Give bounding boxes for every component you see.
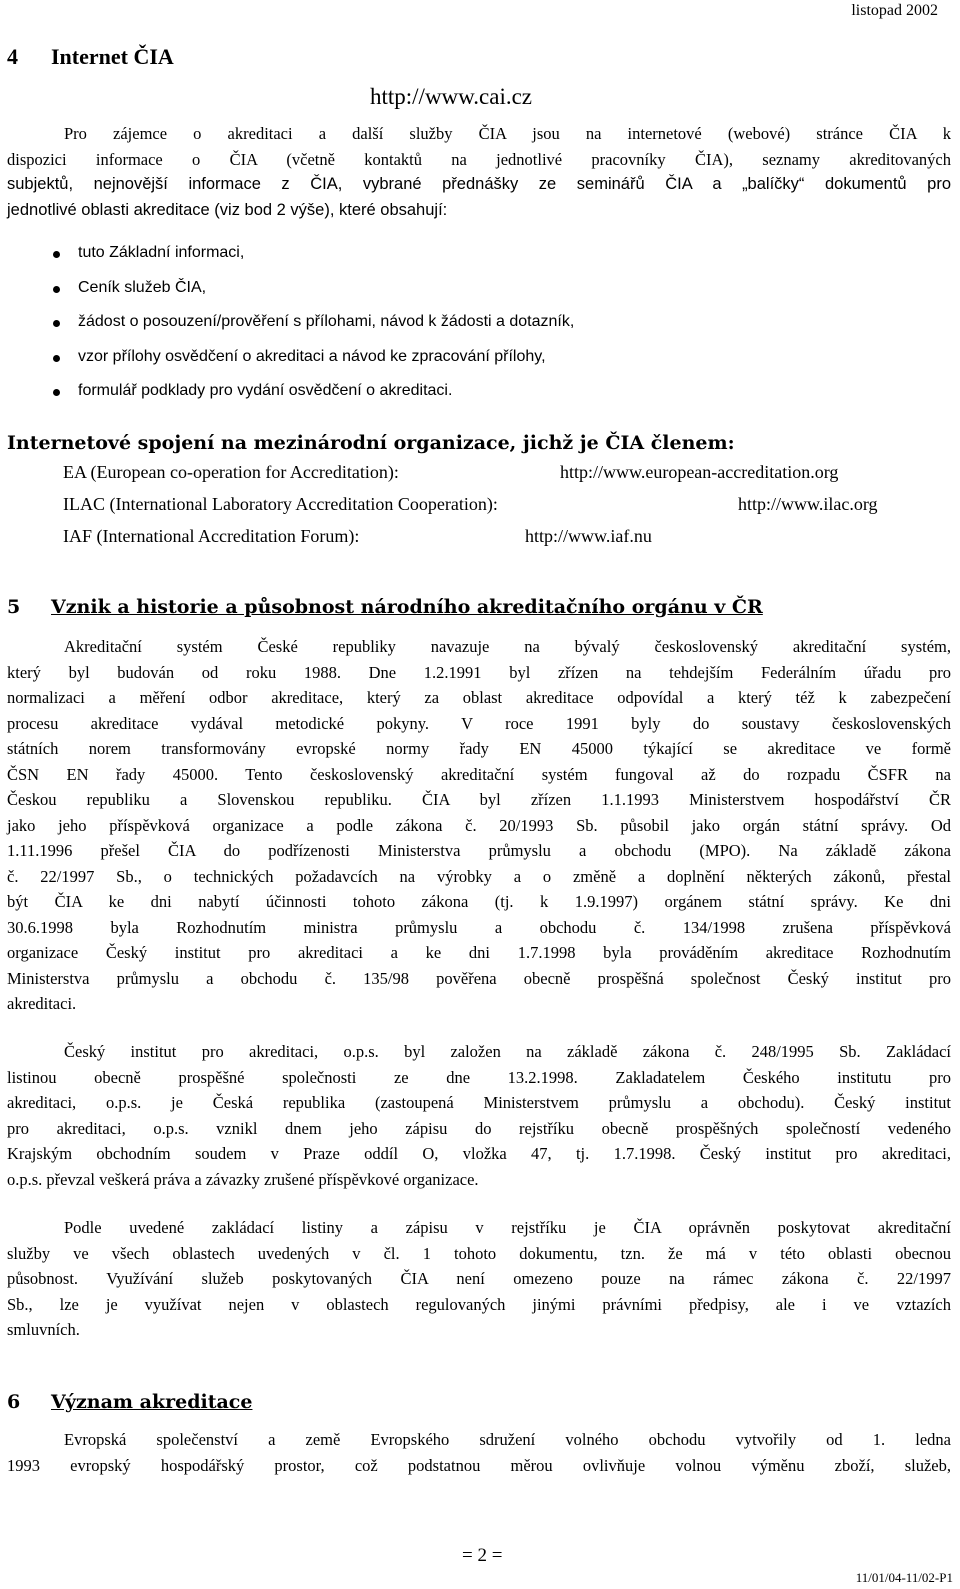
- section-5-paragraph-1: [7, 634, 951, 1017]
- organization-link[interactable]: http://www.ilac.org: [738, 494, 878, 514]
- bullet-icon: [53, 286, 60, 293]
- bullet-icon: [53, 355, 60, 362]
- header-date: listopad 2002: [851, 2, 938, 19]
- organization-name: ILAC (International Laboratory Accreditation Cooperation):: [63, 494, 498, 514]
- text-line: působnost. Využívání služeb poskytovaných ČIA není omezeno pouze na rámec zákona č. 22/1997: [7, 1269, 951, 1288]
- text-line: Krajským obchodním soudem v Praze oddíl O, vložka 47, tj. 1.7.1998. Český institut pro akreditaci,: [7, 1144, 951, 1163]
- text-line: akreditaci, o.p.s. je Česká republika (zastoupená Ministerstvem průmyslu a obchodu). Český institut: [7, 1093, 951, 1112]
- section-5-paragraph-2: [7, 1039, 951, 1192]
- list-item-text: žádost o posouzení/prověření s přílohami, návod k žádosti a dotazník,: [78, 313, 575, 330]
- bullet-list: [50, 244, 574, 417]
- text-line: Akreditační systém České republiky navazuje na bývalý československý akreditační systém,: [64, 637, 951, 656]
- document-code: 11/01/04-11/02-P1: [855, 1570, 953, 1585]
- text-line: který byl budován od roku 1988. Dne 1.2.1991 byl zřízen na tehdejším Federálním úřadu pro: [7, 662, 951, 682]
- section-title: Internet ČIA: [51, 44, 174, 69]
- organization-name: EA (European co-operation for Accreditation):: [63, 462, 399, 482]
- section-4-intro: [7, 121, 951, 223]
- section-5-paragraph-3: [7, 1215, 951, 1343]
- section-6-paragraph: [7, 1427, 951, 1478]
- text-line: o.p.s. převzal veškerá práva a závazky zrušené příspěvkové organizace.: [7, 1169, 479, 1189]
- text-line: č. 22/1997 Sb., o technických požadavcích na výrobky a o změně a doplnění některých zákonů, přestal: [7, 866, 951, 886]
- text-line: 1.11.1996 přešel ČIA do podřízenosti Ministerstva průmyslu a obchodu (MPO). Na základě zákona: [7, 841, 951, 860]
- bullet-icon: [53, 320, 60, 327]
- text-line: Ministerstva průmyslu a obchodu č. 135/98 pověřena obecně prospěšná společnost Český institut pro: [7, 968, 951, 988]
- text-line: smluvních.: [7, 1320, 80, 1339]
- text-line: 30.6.1998 byla Rozhodnutím ministra průmyslu a obchodu č. 134/1998 zrušena příspěvková: [7, 917, 951, 937]
- text-line: Podle uvedené zakládací listiny a zápisu v rejstříku je ČIA oprávněn poskytovat akreditační: [64, 1218, 951, 1237]
- text-line: akreditaci.: [7, 994, 77, 1013]
- text-line: procesu akreditace vydával metodické pokyny. V roce 1991 byly do soustavy československých: [7, 713, 951, 733]
- section-5-heading: [7, 596, 763, 618]
- text-line: ČSN EN řady 45000. Tento československý akreditační systém fungoval až do rozpadu ČSFR na: [7, 764, 951, 784]
- text-line: normalizaci a měření odbor akreditace, který za oblast akreditace odpovídal a který též k zabezpečení: [7, 688, 951, 707]
- text-line: subjektů, nejnovější informace z ČIA, vybrané přednášky ze seminářů ČIA a „balíčky“ dokumentů pro: [7, 175, 951, 193]
- text-line: Evropská společenství a země Evropského sdružení volného obchodu vytvořily od 1. ledna: [64, 1430, 951, 1449]
- text-line: pro akreditaci, o.p.s. vznikl dnem jeho zápisu do rejstříku obecně prospěšných společností vedeného: [7, 1118, 951, 1138]
- intl-organizations-heading: Internetové spojení na mezinárodní organizace, jichž je ČIA členem:: [7, 432, 735, 454]
- section-number: 6: [7, 1391, 21, 1413]
- list-item: [50, 279, 574, 314]
- list-item-text: formulář podklady pro vydání osvědčení o akreditaci.: [78, 382, 453, 399]
- text-line: dispozici informace o ČIA (včetně kontaktů na jednotlivé pracovníky ČIA), seznamy akreditovaných: [7, 149, 951, 169]
- bullet-icon: [53, 251, 60, 258]
- text-line: služby ve všech oblastech uvedených v čl. 1 tohoto dokumentu, tzn. že má v této oblasti obecnou: [7, 1243, 951, 1263]
- list-item-text: vzor přílohy osvědčení o akreditaci a návod ke zpracování přílohy,: [78, 347, 546, 365]
- text-line: Sb., lze je využívat nejen v oblastech regulovaných jinými právními předpisy, ale i ve vztazích: [7, 1294, 951, 1314]
- text-line: být ČIA ke dni nabytí účinnosti tohoto zákona (tj. k 1.9.1997) orgánem státní správy. Ke dni: [7, 892, 951, 911]
- list-item-text: tuto Základní informaci,: [78, 244, 245, 261]
- text-line: Českou republiku a Slovenskou republiku. ČIA byl zřízen 1.1.1993 Ministerstvem hospodářství ČR: [7, 790, 951, 809]
- text-line: Český institut pro akreditaci, o.p.s. byl založen na základě zákona č. 248/1995 Sb. Zakládací: [64, 1042, 951, 1061]
- section-title: Význam akreditace: [51, 1391, 253, 1413]
- list-item: [50, 348, 574, 383]
- text-line: listinou obecně prospěšné společnosti ze dne 13.2.1998. Zakladatelem Českého institutu pro: [7, 1067, 951, 1087]
- list-item: [50, 244, 574, 279]
- section-title: Vznik a historie a působnost národního akreditačního orgánu v ČR: [51, 596, 763, 618]
- cia-website-link[interactable]: http://www.cai.cz: [370, 84, 533, 109]
- section-number: 5: [7, 596, 21, 618]
- list-item: [50, 382, 574, 417]
- section-6-heading: [7, 1391, 252, 1413]
- text-line: organizace Český institut pro akreditaci a ke dni 1.7.1998 byla prováděním akreditace Rozhodnutím: [7, 943, 951, 962]
- organization-link[interactable]: http://www.iaf.nu: [525, 526, 652, 546]
- organization-link[interactable]: http://www.european-accreditation.org: [560, 462, 839, 482]
- text-line: jednotlivé oblasti akreditace (viz bod 2 výše), které obsahují:: [7, 200, 448, 219]
- list-item-text: Ceník služeb ČIA,: [78, 278, 207, 296]
- organization-name: IAF (International Accreditation Forum):: [63, 526, 360, 546]
- text-line: státních norem transformovány evropské normy řady EN 45000 týkající se akreditace ve formě: [7, 739, 951, 758]
- page-number: = 2 =: [462, 1545, 503, 1566]
- text-line: jako jeho příspěvková organizace a podle zákona č. 20/1993 Sb. působil jako orgán státní správy. Od: [7, 815, 951, 835]
- section-4-heading: [7, 44, 174, 70]
- text-line: Pro zájemce o akreditaci a další služby ČIA jsou na internetové (webové) stránce ČIA k: [64, 124, 951, 143]
- section-number: 4: [7, 44, 18, 69]
- bullet-icon: [53, 389, 60, 396]
- text-line: 1993 evropský hospodářský prostor, což podstatnou měrou ovlivňuje volnou výměnu zboží, služeb,: [7, 1455, 951, 1475]
- list-item: [50, 313, 574, 348]
